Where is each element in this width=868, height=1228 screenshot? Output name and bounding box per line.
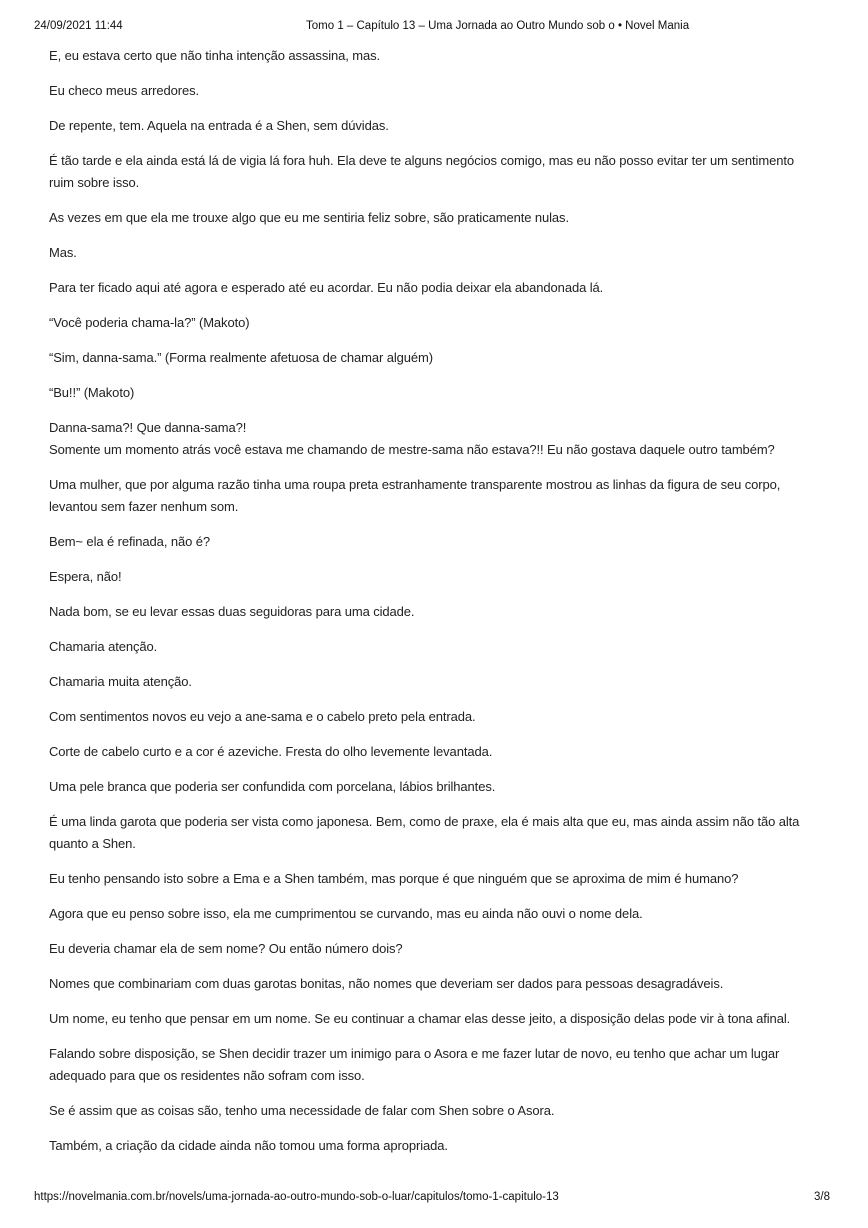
print-header bbox=[34, 20, 830, 36]
paragraph: Chamaria muita atenção. bbox=[49, 674, 192, 689]
print-url: https://novelmania.com.br/novels/uma-jornada-ao-outro-mundo-sob-o-luar/capitulos/tomo-1-capitulo-13 bbox=[34, 1191, 559, 1203]
paragraph: É uma linda garota que poderia ser vista como japonesa. Bem, como de praxe, ela é mais alta que eu, mas ainda assim não tão alta quanto a Shen. bbox=[49, 814, 800, 851]
paragraph: Uma mulher, que por alguma razão tinha uma roupa preta estranhamente transparente mostrou as linhas da figura de seu corpo, levantou sem fazer nenhum som. bbox=[49, 477, 781, 514]
paragraph: Eu deveria chamar ela de sem nome? Ou então número dois? bbox=[49, 941, 403, 956]
paragraph: “Você poderia chama-la?” (Makoto) bbox=[49, 315, 250, 330]
paragraph: Com sentimentos novos eu vejo a ane-sama e o cabelo preto pela entrada. bbox=[49, 709, 476, 724]
paragraph: Mas. bbox=[49, 245, 77, 260]
paragraph: Bem~ ela é refinada, não é? bbox=[49, 534, 210, 549]
paragraph: Falando sobre disposição, se Shen decidir trazer um inimigo para o Asora e me fazer lutar de novo, eu tenho que achar um lugar adequado para que os residentes não sofram com isso. bbox=[49, 1046, 780, 1083]
paragraph: As vezes em que ela me trouxe algo que eu me sentiria feliz sobre, são praticamente nulas. bbox=[49, 210, 569, 225]
paragraph: “Bu!!” (Makoto) bbox=[49, 385, 135, 400]
paragraph: Uma pele branca que poderia ser confundida com porcelana, lábios brilhantes. bbox=[49, 779, 496, 794]
paragraph: É tão tarde e ela ainda está lá de vigia lá fora huh. Ela deve te alguns negócios comigo, mas eu não posso evitar ter um sentimento ruim sobre isso. bbox=[49, 153, 794, 190]
paragraph: “Sim, danna-sama.” (Forma realmente afetuosa de chamar alguém) bbox=[49, 350, 433, 365]
paragraph: E, eu estava certo que não tinha intenção assassina, mas. bbox=[49, 48, 381, 63]
paragraph: Um nome, eu tenho que pensar em um nome. Se eu continuar a chamar elas desse jeito, a disposição delas pode vir à tona afinal. bbox=[49, 1011, 791, 1026]
paragraph-multiline bbox=[49, 417, 819, 461]
print-datetime: 24/09/2021 11:44 bbox=[34, 20, 123, 32]
paragraph: Também, a criação da cidade ainda não tomou uma forma apropriada. bbox=[49, 1138, 448, 1153]
paragraph: Nada bom, se eu levar essas duas seguidoras para uma cidade. bbox=[49, 604, 415, 619]
paragraph: Chamaria atenção. bbox=[49, 639, 158, 654]
chapter-text bbox=[49, 45, 819, 1170]
paragraph-line: Danna-sama?! Que danna-sama?! bbox=[49, 420, 247, 435]
paragraph: Nomes que combinariam com duas garotas bonitas, não nomes que deveriam ser dados para pessoas desagradáveis. bbox=[49, 976, 724, 991]
paragraph: Agora que eu penso sobre isso, ela me cumprimentou se curvando, mas eu ainda não ouvi o nome dela. bbox=[49, 906, 643, 921]
print-footer bbox=[34, 1191, 830, 1207]
print-page-title: Tomo 1 – Capítulo 13 – Uma Jornada ao Outro Mundo sob o • Novel Mania bbox=[306, 20, 690, 32]
page-number: 3/8 bbox=[814, 1191, 830, 1203]
paragraph: Corte de cabelo curto e a cor é azeviche. Fresta do olho levemente levantada. bbox=[49, 744, 493, 759]
paragraph: De repente, tem. Aquela na entrada é a Shen, sem dúvidas. bbox=[49, 118, 389, 133]
paragraph: Eu tenho pensando isto sobre a Ema e a Shen também, mas porque é que ninguém que se aproxima de mim é humano? bbox=[49, 871, 739, 886]
paragraph: Se é assim que as coisas são, tenho uma necessidade de falar com Shen sobre o Asora. bbox=[49, 1103, 555, 1118]
paragraph-line: Somente um momento atrás você estava me chamando de mestre-sama não estava?!! Eu não gostava daquele outro também? bbox=[49, 442, 775, 457]
paragraph: Espera, não! bbox=[49, 569, 122, 584]
paragraph: Eu checo meus arredores. bbox=[49, 83, 200, 98]
paragraph: Para ter ficado aqui até agora e esperado até eu acordar. Eu não podia deixar ela abandonada lá. bbox=[49, 280, 604, 295]
